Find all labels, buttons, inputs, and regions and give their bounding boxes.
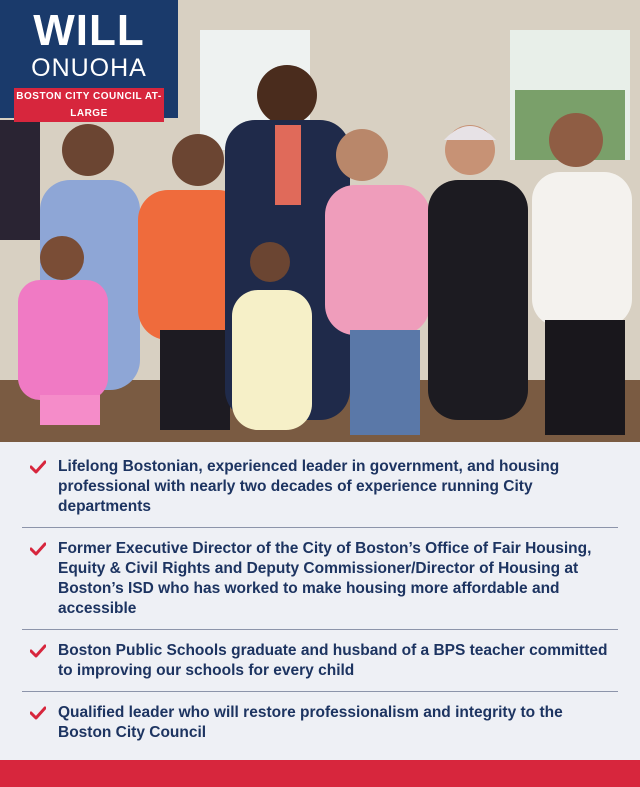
logo-last-name: ONUOHA	[31, 54, 147, 82]
red-checkmark-icon	[30, 644, 46, 658]
red-checkmark-icon	[30, 706, 46, 720]
red-checkmark-icon	[30, 460, 46, 474]
bullet-item	[22, 692, 618, 753]
bullet-text: Qualified leader who will restore professionalism and integrity to the Boston City Council	[58, 704, 563, 741]
bullet-item	[22, 528, 618, 630]
bullet-text: Boston Public Schools graduate and husband of a BPS teacher committed to improving our schools for every child	[58, 642, 608, 679]
bullet-text: Former Executive Director of the City of Boston’s Office of Fair Housing, Equity & Civil Rights and Deputy Commissioner/Director of Housing at Boston’s ISD who has worked to make housing more affordable and accessible	[58, 540, 592, 617]
logo-first-name: WILL	[33, 6, 145, 55]
bullet-text: Lifelong Bostonian, experienced leader in government, and housing professional with nearly two decades of experience running City departments	[58, 458, 560, 515]
red-checkmark-icon	[30, 542, 46, 556]
footer-red-bar	[0, 760, 640, 787]
qualifications-panel	[0, 442, 640, 760]
bullet-item	[22, 446, 618, 528]
bullet-item	[22, 630, 618, 692]
logo-office-banner: BOSTON CITY COUNCIL AT-LARGE	[14, 88, 164, 122]
campaign-logo	[0, 0, 178, 118]
